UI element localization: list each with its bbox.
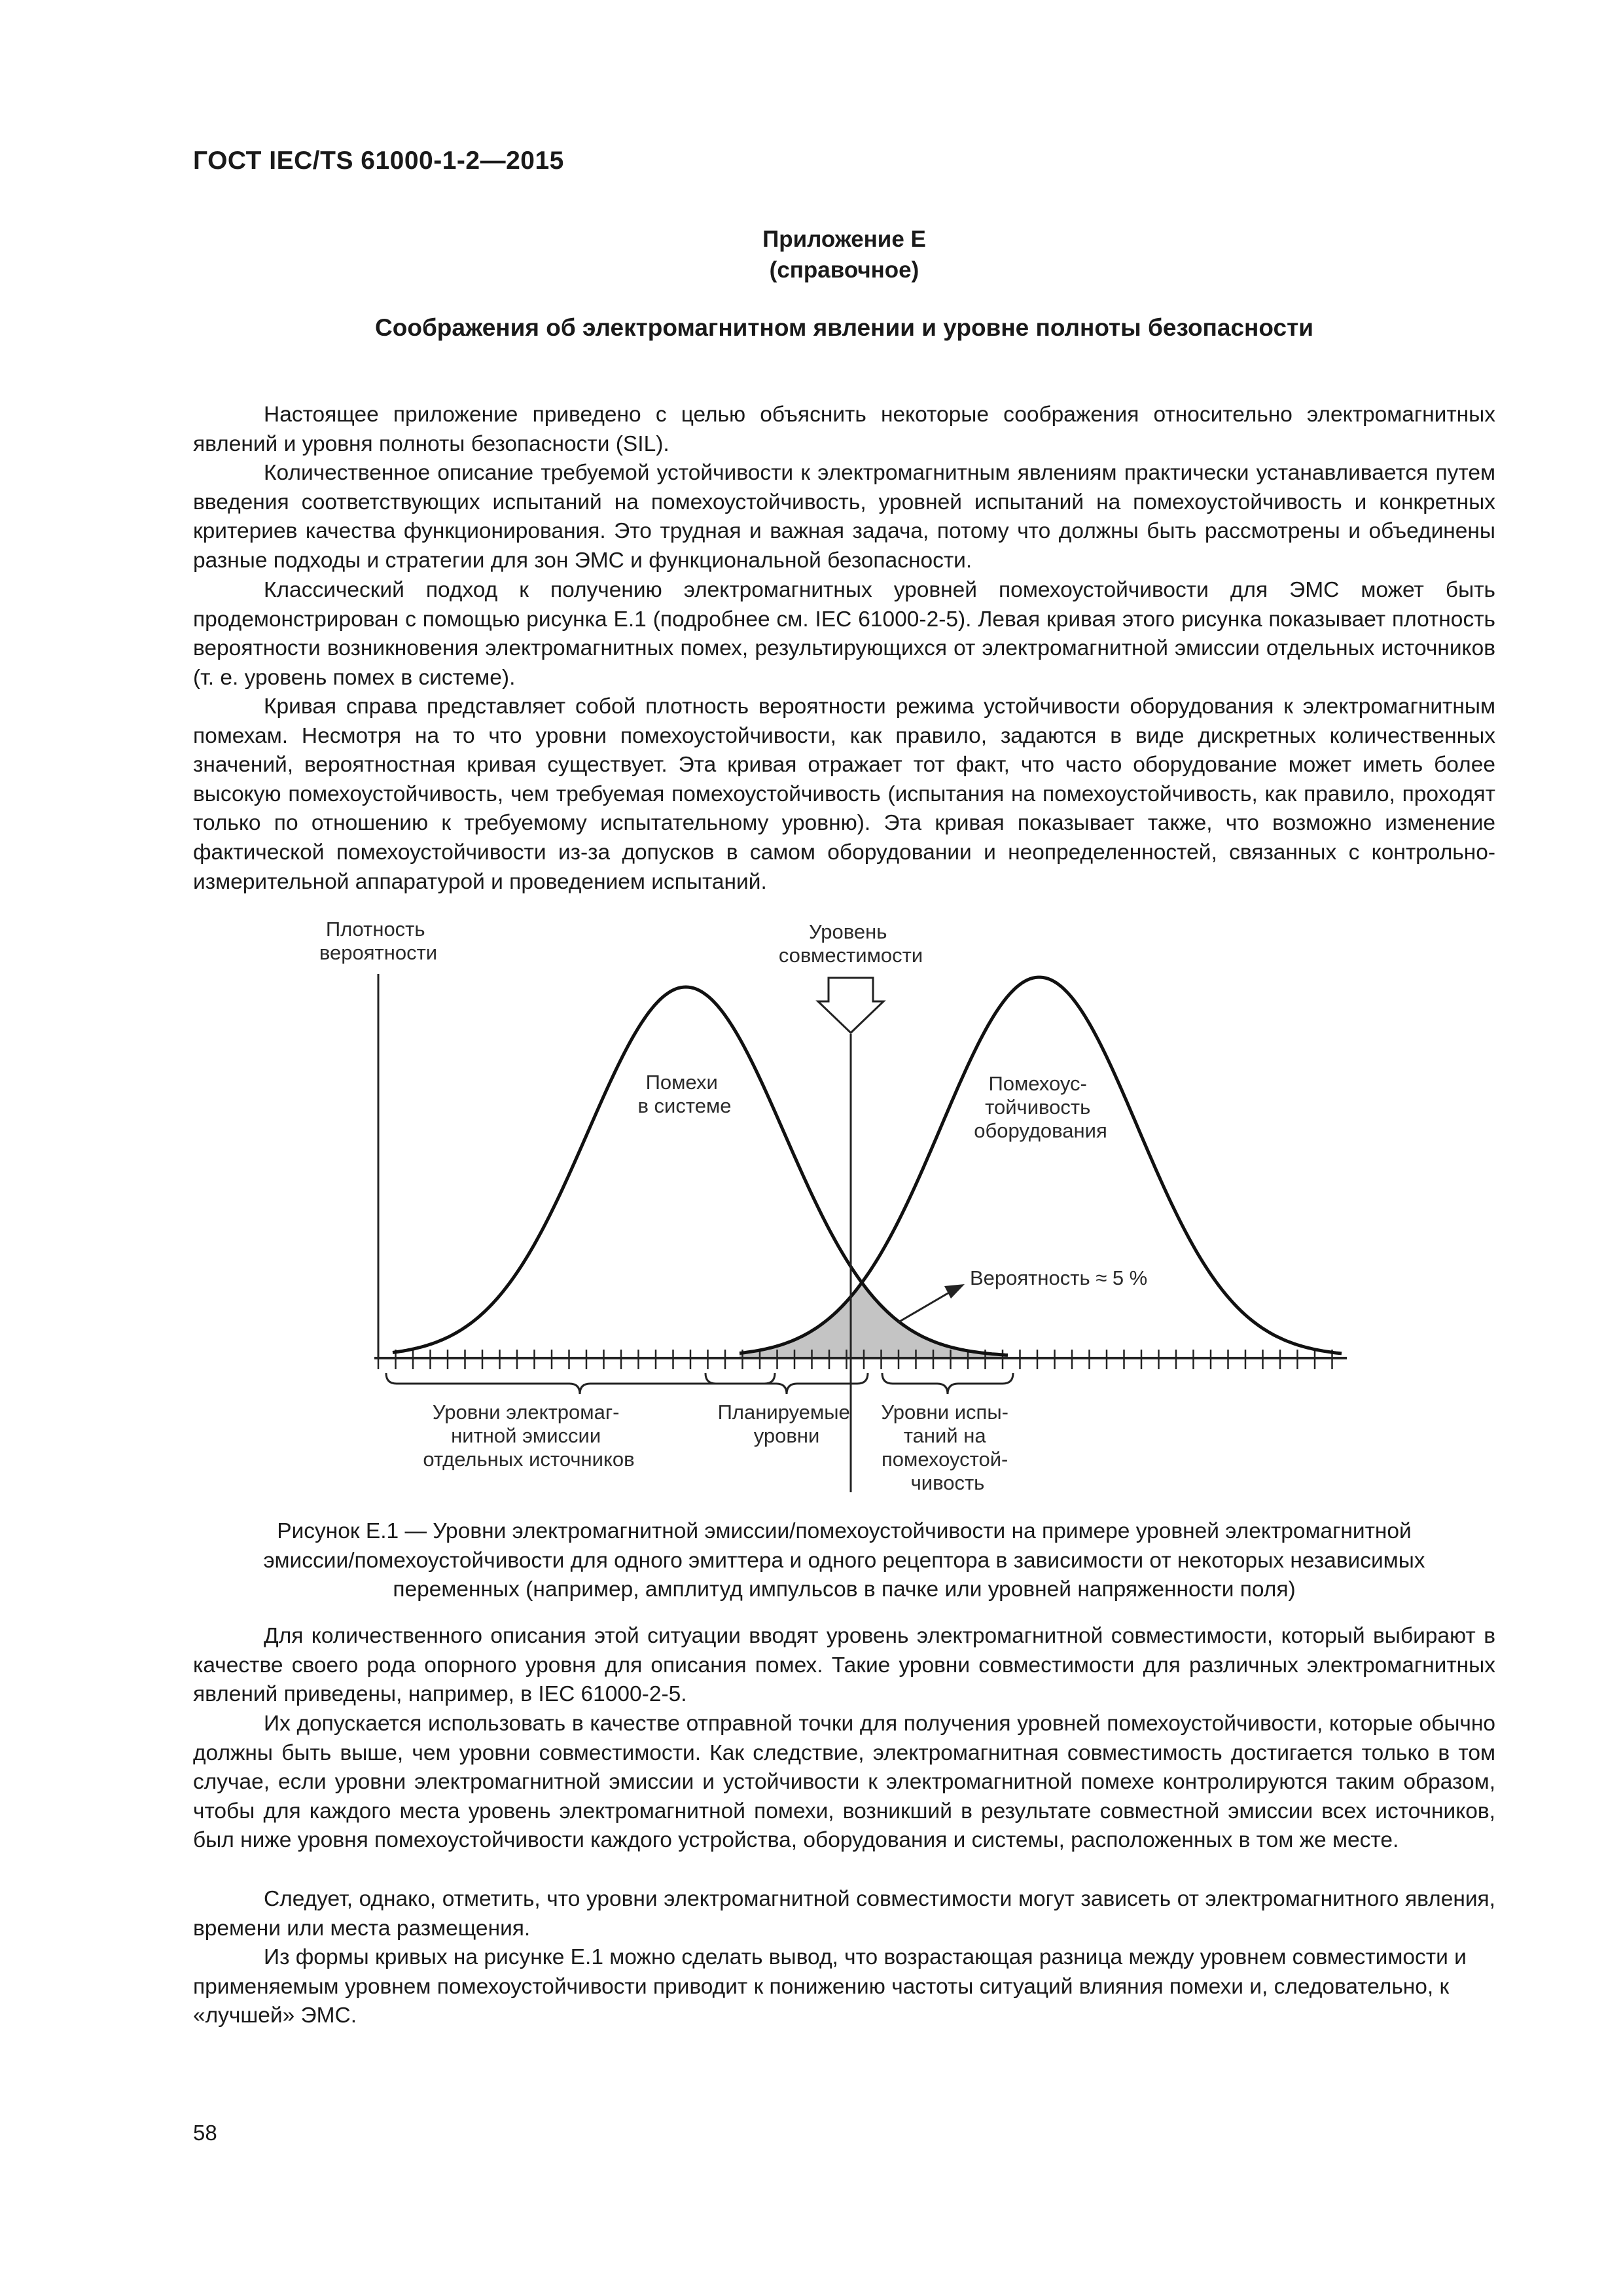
brace-test-levels xyxy=(882,1373,1013,1394)
y-axis-label: Плотность вероятности xyxy=(319,918,438,964)
immunity-curve xyxy=(740,977,1342,1354)
page-number: 58 xyxy=(193,2121,217,2145)
paragraph-starting-point: Их допускается использовать в качестве отправной точки для получения уровней помехоустойчивости, которые обычно должны быть выше, чем уровни совместимости. Как следствие, электромагнитная совместимость достигается только в том случае, если уровни электромагнитной эмиссии и устойчивости к электромагнитной помехе контролируются таким образом, чтобы для каждого места уровень электромагнитной помехи, возникший в результате совместной эмиссии всех источников, был ниже уровня помехоустойчивости каждого устройства, оборудования и системы, расположенных в том же месте. xyxy=(193,1712,1495,1853)
compatibility-arrow-icon xyxy=(818,978,883,1033)
probability-arrowhead-icon xyxy=(944,1284,965,1299)
emission-levels-label: Уровни электромаг- нитной эмиссии отдельных источников xyxy=(423,1401,635,1471)
paragraph-intro: Настоящее приложение приведено с целью объяснить некоторые соображения относительно электромагнитных явлений и уровня полноты безопасности (SIL). xyxy=(193,403,1495,456)
document-header: ГОСТ IEC/TS 61000-1-2—2015 xyxy=(193,147,564,175)
section-title: Соображения об электромагнитном явлении и уровне полноты безопасности xyxy=(375,314,1313,341)
figure-caption xyxy=(193,1517,1495,1605)
paragraph-right-curve: Кривая справа представляет собой плотность вероятности режима устойчивости оборудования к электромагнитным помехам. Несмотря на то что уровни помехоустойчивости, как правило, задаются в виде дискретных количественных значений, вероятностная кривая существует. Эта кривая отражает тот факт, что часто оборудование может иметь более высокую помехоустойчивость, чем требуемая помехоустойчивость (испытания на помехоустойчивость, как правило, проходят только по отношению к требуемому испытательному уровню). Эта кривая показывает также, что возможно изменение фактической помехоустойчивости из-за допусков в самом оборудовании и неопределенностей, связанных с контрольно-измерительной аппаратурой и проведением испытаний. xyxy=(193,694,1495,894)
test-levels-label: Уровни испы- таний на помехоустой- чивость xyxy=(881,1401,1008,1494)
probability-pointer-line xyxy=(899,1293,949,1322)
compatibility-level-label: Уровень совместимости xyxy=(778,920,923,967)
brace-planned-levels xyxy=(705,1373,868,1394)
paragraph-note: Следует, однако, отметить, что уровни электромагнитной совместимости могут зависеть от электромагнитного явления, времени или места размещения. xyxy=(193,1887,1495,1941)
annex-subtitle: (справочное) xyxy=(769,257,919,283)
figure-caption-line: Рисунок Е.1 — Уровни электромагнитной эмиссии/помехоустойчивости на примере уровней электромагнитной xyxy=(277,1519,1412,1543)
figure-caption-line: эмиссии/помехоустойчивости для одного эмиттера и одного рецептора в зависимости от некоторых независимых xyxy=(263,1548,1425,1573)
probability-label: Вероятность ≈ 5 % xyxy=(970,1266,1148,1289)
annex-title: Приложение Е xyxy=(762,226,926,252)
figure-caption-line: переменных (например, амплитуд импульсов в пачке или уровней напряженности поля) xyxy=(393,1577,1296,1602)
planned-levels-label: Планируемые уровни xyxy=(717,1401,850,1447)
immunity-curve-label: Помехоус- тойчивость оборудования xyxy=(974,1072,1107,1142)
paragraph-quantitative: Количественное описание требуемой устойчивости к электромагнитным явлениям практически устанавливается путем введения соответствующих испытаний на помехоустойчивость, уровней испытаний на помехоустойчивость и конкретных критериев качества функционирования. Это трудная и важная задача, потому что должны быть рассмотрены и объединены разные подходы и стратегии для зон ЭМС и функциональной безопасности. xyxy=(193,461,1495,573)
interference-curve xyxy=(393,987,1008,1355)
paragraph-compatibility-level: Для количественного описания этой ситуации вводят уровень электромагнитной совместимости, который выбирают в качестве своего рода опорного уровня для описания помех. Такие уровни совместимости для различных электромагнитных явлений приведены, например, в IEC 61000-2-5. xyxy=(193,1624,1495,1707)
interference-curve-label: Помехи в системе xyxy=(637,1071,732,1117)
paragraph-conclusion: Из формы кривых на рисунке Е.1 можно сделать вывод, что возрастающая разница между уровнем совместимости и применяемым уровнем помехоустойчивости приводит к понижению частоты ситуаций влияния помехи и, следовательно, к «лучшей» ЭМС. xyxy=(193,1945,1467,2028)
paragraph-classic-approach: Классический подход к получению электромагнитных уровней помехоустойчивости для ЭМС может быть продемонстрирован с помощью рисунка Е.1 (подробнее см. IEC 61000-2-5). Левая кривая этого рисунка показывает плотность вероятности возникновения электромагнитных помех, результирующихся от электромагнитной эмиссии отдельных источников (т. е. уровень помех в системе). xyxy=(193,578,1495,690)
